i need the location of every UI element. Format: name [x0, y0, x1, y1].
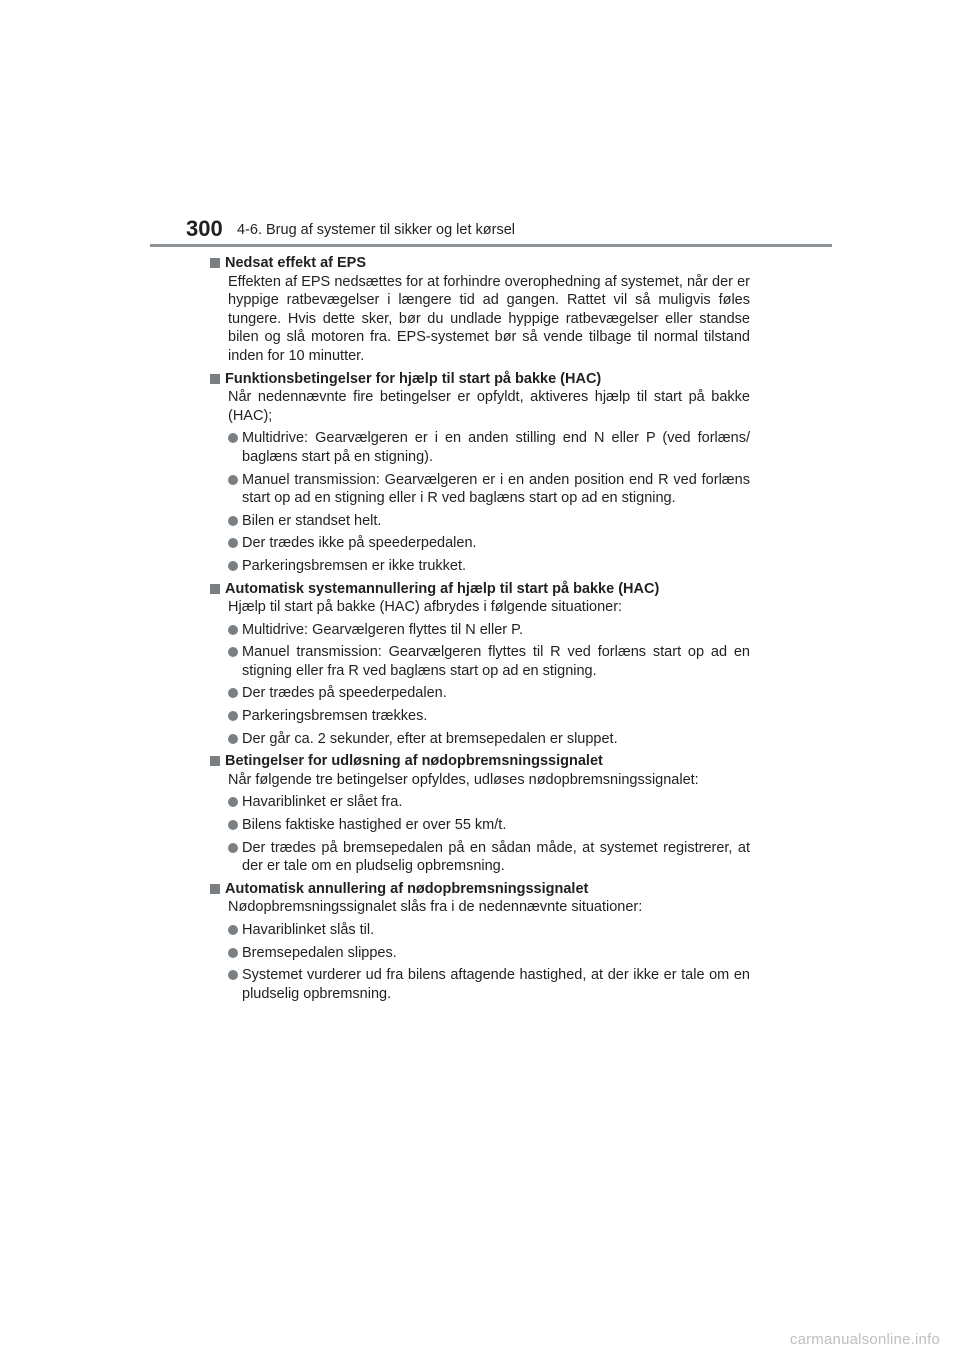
circle-bullet-icon: [228, 688, 238, 698]
section-heading-text: Funktionsbetingelser for hjælp til start på bakke (HAC): [225, 370, 602, 387]
circle-bullet-icon: [228, 711, 238, 721]
section: [210, 580, 750, 749]
list-item-text: Parkeringsbremsen trækkes.: [242, 708, 428, 725]
list-item-text: Parkeringsbremsen er ikke trukket.: [242, 557, 467, 574]
circle-bullet-icon: [228, 797, 238, 807]
list-item: [228, 793, 750, 812]
section-paragraph: Hjælp til start på bakke (HAC) afbrydes i følgende situationer:: [228, 599, 623, 616]
square-bullet-icon: [210, 584, 220, 594]
section-paragraph: Når nedennævnte fire betingelser er opfyldt, aktiveres hjælp til start på bakke (HAC);: [228, 389, 750, 424]
section-heading-text: Automatisk annullering af nødopbremsningssignalet: [225, 880, 589, 897]
section-paragraph: Når følgende tre betingelser opfyldes, udløses nødopbremsningssignalet:: [228, 771, 699, 788]
list-item: [228, 839, 750, 876]
circle-bullet-icon: [228, 647, 238, 657]
list-item: [228, 621, 750, 640]
list-item: [228, 512, 750, 531]
page-number: 300: [186, 216, 223, 241]
section-heading: [210, 370, 750, 389]
square-bullet-icon: [210, 884, 220, 894]
list-item: [228, 707, 750, 726]
section-heading: [210, 752, 750, 771]
list-item: [228, 921, 750, 940]
list-item-text: Multidrive: Gearvælgeren flyttes til N eller P.: [242, 621, 523, 638]
circle-bullet-icon: [228, 538, 238, 548]
list-item-text: Havariblinket er slået fra.: [242, 794, 403, 811]
section-heading-text: Automatisk systemannullering af hjælp til start på bakke (HAC): [225, 580, 660, 597]
section-heading: [210, 580, 750, 599]
page-header: [0, 0, 960, 280]
list-item-text: Der trædes ikke på speederpedalen.: [242, 535, 477, 552]
list-item: [228, 944, 750, 963]
section-heading-text: Betingelser for udløsning af nødopbremsningssignalet: [225, 753, 603, 770]
section: [210, 752, 750, 876]
square-bullet-icon: [210, 756, 220, 766]
list-item-text: Bilens faktiske hastighed er over 55 km/t.: [242, 817, 507, 834]
circle-bullet-icon: [228, 516, 238, 526]
list-item-text: Der trædes på bremsepedalen på en sådan måde, at systemet registrerer, at der er tale om en pludselig opbremsning.: [242, 839, 750, 875]
page-content: [210, 254, 750, 1007]
list-item-text: Manuel transmission: Gearvælgeren flyttes til R ved forlæns start op ad en stigning eller fra R ved baglæns start op ad en stigning.: [242, 644, 750, 679]
circle-bullet-icon: [228, 475, 238, 485]
circle-bullet-icon: [228, 433, 238, 443]
list-item: [228, 816, 750, 835]
list-item-text: Bilen er standset helt.: [242, 512, 382, 529]
section-heading: [210, 254, 750, 273]
square-bullet-icon: [210, 374, 220, 384]
header-divider: [150, 244, 832, 247]
section-paragraph: Effekten af EPS nedsættes for at forhindre overophedning af systemet, når der er hyppige ratbevægelser i længere tid ad gangen. Rattet vil så muligvis føles tungere. Hvis dette sker, bør du undlade hyppige ratbevægelser eller standse bilen og slå motoren fra. EPS-systemet bør så vende tilbage til normal tilstand inden for 10 minutter.: [228, 273, 750, 364]
list-item: [228, 429, 750, 466]
list-item-text: Der trædes på speederpedalen.: [242, 685, 447, 702]
square-bullet-icon: [210, 258, 220, 268]
list-item: [228, 471, 750, 508]
circle-bullet-icon: [228, 625, 238, 635]
section-heading: [210, 880, 750, 899]
section: [210, 254, 750, 366]
list-item: [228, 684, 750, 703]
circle-bullet-icon: [228, 948, 238, 958]
list-item: [228, 643, 750, 680]
list-item-text: Manuel transmission: Gearvælgeren er i en anden position end R ved forlæns start op ad en stigning eller i R ved baglæns start op ad en stigning.: [242, 471, 750, 507]
list-item-text: Multidrive: Gearvælgeren er i en anden stilling end N eller P (ved forlæns/ baglæns start på en stigning).: [242, 430, 750, 465]
circle-bullet-icon: [228, 970, 238, 980]
section: [210, 880, 750, 1004]
list-item: [228, 966, 750, 1003]
list-item-text: Havariblinket slås til.: [242, 922, 375, 938]
list-item-text: Systemet vurderer ud fra bilens aftagende hastighed, at der ikke er tale om en pludselig opbremsning.: [242, 967, 750, 1002]
circle-bullet-icon: [228, 734, 238, 744]
list-item: [228, 534, 750, 553]
circle-bullet-icon: [228, 925, 238, 935]
section-title: 4-6. Brug af systemer til sikker og let kørsel: [237, 222, 515, 238]
list-item-text: Bremsepedalen slippes.: [242, 944, 397, 961]
list-item: [228, 730, 750, 749]
section: [210, 370, 750, 576]
circle-bullet-icon: [228, 561, 238, 571]
section-paragraph: Nødopbremsningssignalet slås fra i de nedennævnte situationer:: [228, 899, 643, 916]
list-item: [228, 557, 750, 576]
list-item-text: Der går ca. 2 sekunder, efter at bremsepedalen er sluppet.: [242, 730, 618, 747]
section-heading-text: Nedsat effekt af EPS: [225, 255, 367, 271]
circle-bullet-icon: [228, 843, 238, 853]
circle-bullet-icon: [228, 820, 238, 830]
watermark: carmanualsonline.info: [789, 1331, 940, 1348]
